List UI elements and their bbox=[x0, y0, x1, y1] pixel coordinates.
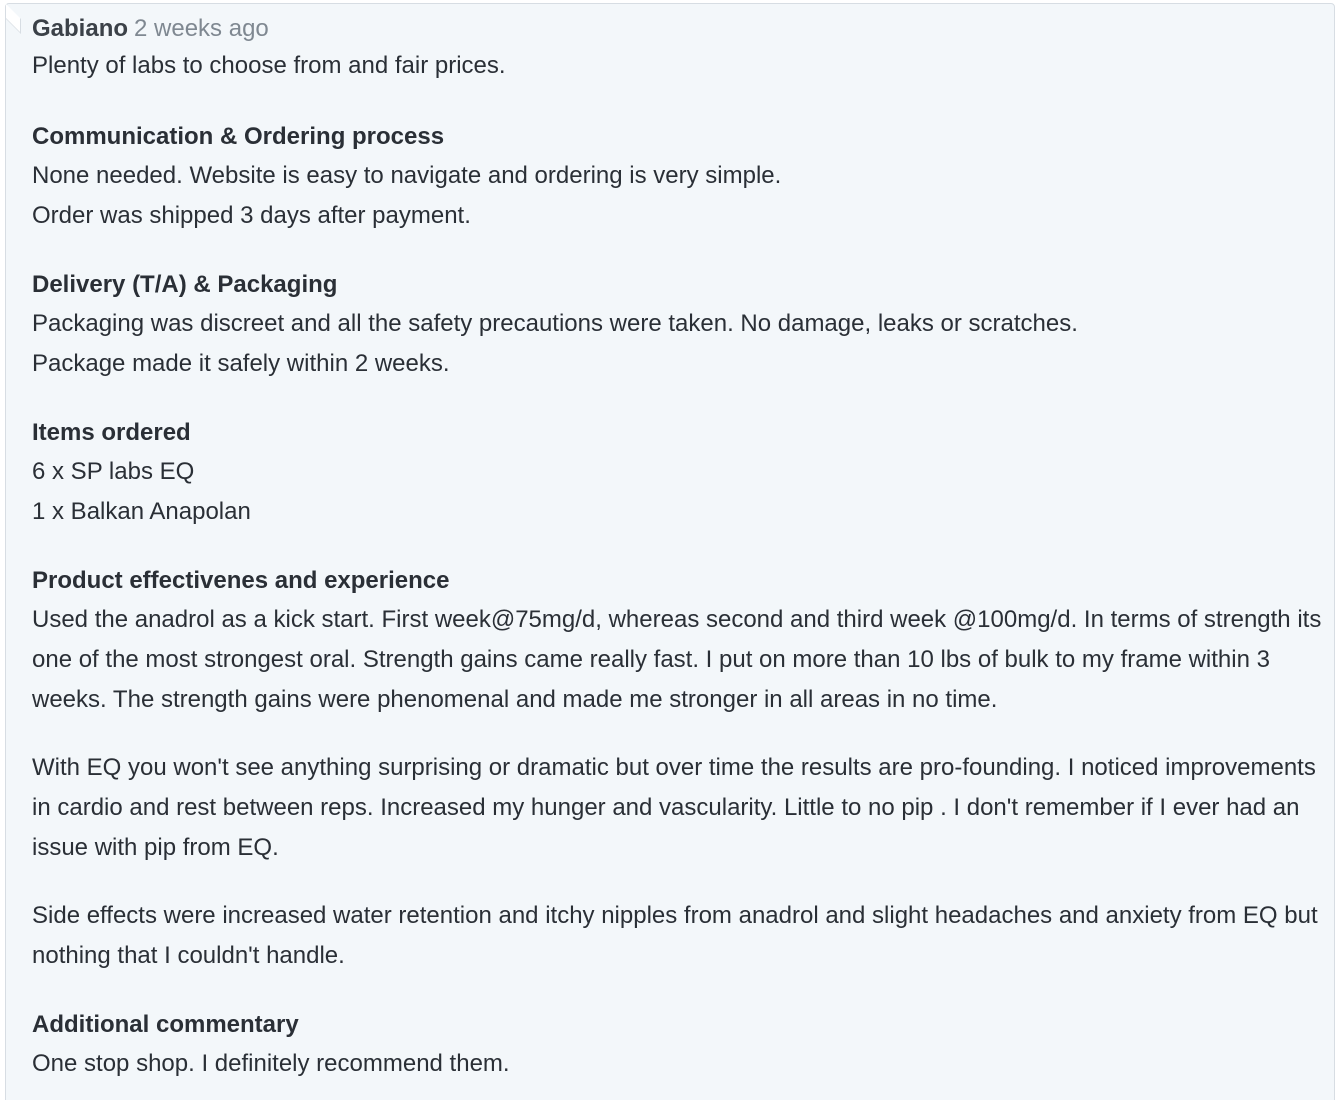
section-line: One stop shop. I definitely recommend them. bbox=[32, 1050, 510, 1077]
section-additional bbox=[32, 1006, 1322, 1084]
section-line: 6 x SP labs EQ bbox=[32, 458, 195, 485]
intro-text: Plenty of labs to choose from and fair prices. bbox=[32, 52, 506, 79]
comment-header bbox=[32, 12, 269, 46]
section-delivery bbox=[32, 266, 1322, 384]
effectiveness-paragraph-3 bbox=[32, 896, 1322, 976]
comment-card bbox=[5, 3, 1335, 1100]
comment-timestamp[interactable]: 2 weeks ago bbox=[134, 15, 269, 42]
intro-text-block bbox=[32, 46, 1322, 86]
section-heading: Communication & Ordering process bbox=[32, 123, 445, 150]
section-line: None needed. Website is easy to navigate and ordering is very simple. bbox=[32, 162, 782, 189]
section-paragraph: With EQ you won't see anything surprising or dramatic but over time the results are pro-founding. I noticed improvements in cardio and rest between reps. Increased my hunger and vascularity. Little to no pip . I don't remember if I ever had an issue with pip from EQ. bbox=[32, 754, 1316, 861]
speech-bubble-notch bbox=[6, 4, 21, 34]
section-communication bbox=[32, 118, 1322, 236]
section-items bbox=[32, 414, 1322, 532]
section-paragraph: Used the anadrol as a kick start. First week@75mg/d, whereas second and third week @100mg/d. In terms of strength its one of the most strongest oral. Strength gains came really fast. I put on more than 10 lbs of bulk to my frame within 3 weeks. The strength gains were phenomenal and made me stronger in all areas in no time. bbox=[32, 606, 1322, 713]
section-line: Order was shipped 3 days after payment. bbox=[32, 202, 471, 229]
effectiveness-paragraph-2 bbox=[32, 748, 1322, 868]
section-heading: Product effectivenes and experience bbox=[32, 567, 450, 594]
section-effectiveness bbox=[32, 562, 1322, 720]
section-heading: Items ordered bbox=[32, 419, 191, 446]
author-name[interactable]: Gabiano bbox=[32, 15, 129, 42]
section-line: Package made it safely within 2 weeks. bbox=[32, 350, 450, 377]
section-paragraph: Side effects were increased water retention and itchy nipples from anadrol and slight headaches and anxiety from EQ but nothing that I couldn't handle. bbox=[32, 902, 1318, 969]
section-line: Packaging was discreet and all the safety precautions were taken. No damage, leaks or scratches. bbox=[32, 310, 1078, 337]
section-heading: Additional commentary bbox=[32, 1011, 299, 1038]
section-line: 1 x Balkan Anapolan bbox=[32, 498, 251, 525]
section-heading: Delivery (T/A) & Packaging bbox=[32, 271, 338, 298]
